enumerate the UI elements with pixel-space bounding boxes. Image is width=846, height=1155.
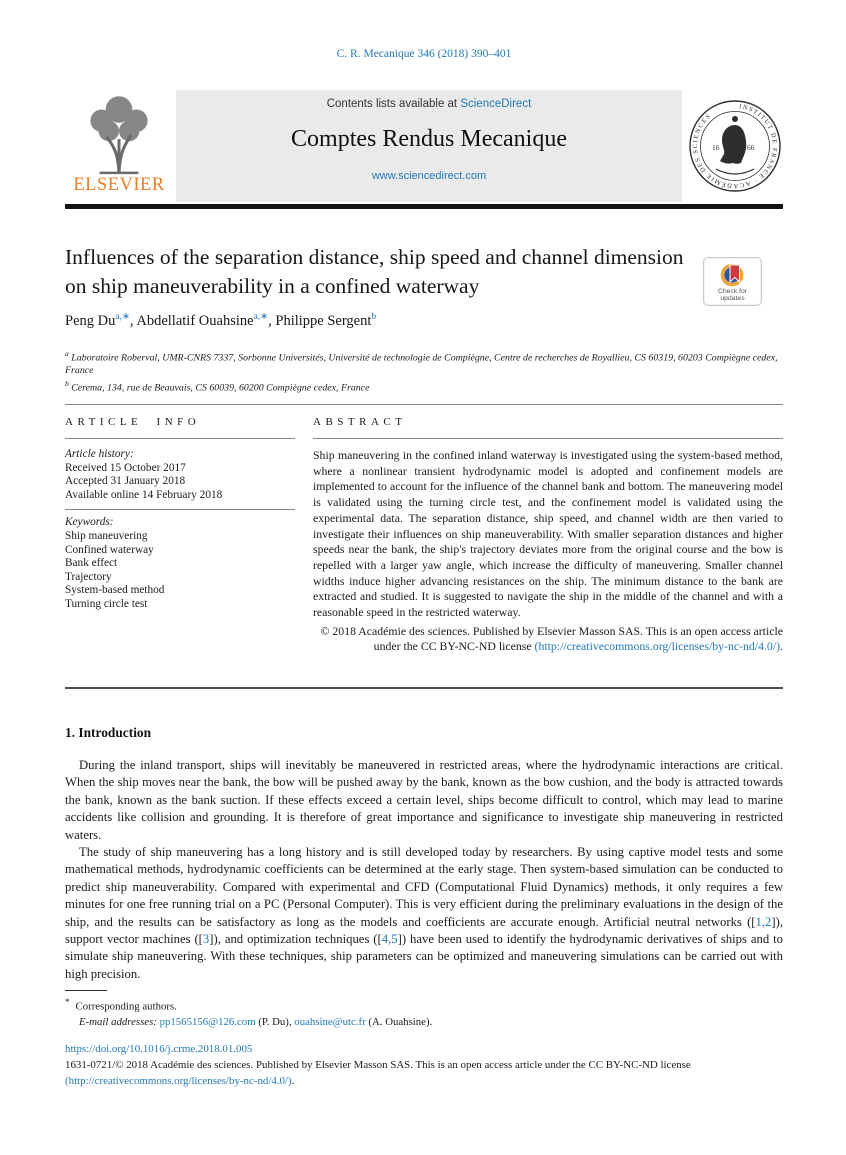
journal-title: Comptes Rendus Mecanique [291, 126, 567, 152]
check-updates-label-1: Check for [717, 287, 748, 295]
paragraph-text: ]) have been used to identify the hydrodynamic derivatives of ships and to simulate ship maneuvering. With these techniques, ship parameters can be optimized and maneuvering simulations can be carried out with high precision. [65, 932, 783, 981]
affiliation-text: Cerema, 134, rue de Beauvais, CS 60039, 60200 Compiègne cedex, France [68, 382, 370, 394]
elsevier-tree-icon [73, 90, 165, 176]
email-addresses-note [79, 1016, 783, 1028]
sciencedirect-link[interactable]: ScienceDirect [460, 98, 532, 110]
footnote-rule [65, 990, 107, 991]
email-label: E-mail addresses: [79, 1015, 160, 1028]
reference-link[interactable]: 1,2 [755, 914, 772, 929]
author-separator: , [129, 312, 137, 329]
article-info-column [65, 416, 295, 612]
keyword-item: Ship maneuvering [65, 529, 148, 542]
elsevier-logo[interactable] [65, 90, 173, 202]
copyright-suffix: . [780, 639, 783, 654]
author-name: Peng Du [65, 312, 116, 329]
sciencedirect-url-link[interactable]: www.sciencedirect.com [371, 170, 487, 182]
seal-year-left: 16 [711, 143, 719, 152]
abstract-text: Ship maneuvering in the confined inland waterway is investigated using the system-based method, where a nonlinear transient hydrodynamic model is adopted and confinement models are implemented to account for the influence of the channel bank and bottom. The maneuvering model is validated using the turning circle test, and the confinement model is validated using the experimental data. The separation distance, ship speed, and channel width are then varied to investigate their influences on ship maneuverability. With smaller separation distances and higher speeds near the bank, the ship's trajectory deviates more from the original course and the bow is repelled with a larger yaw angle, which increase the difficulty of maneuvering. Smaller channel widths induce higher advancing resistances on the ship. The minimum distance to the bank are extracted and studied. It is suggested to navigate the ship in the middle of the channel and with a reasonable speed in the restricted waterway. [313, 448, 783, 620]
copyright-text: © 2018 Académie des sciences. Published by Elsevier Masson SAS. This is an open access article under the CC BY-NC-ND license [320, 623, 783, 654]
keyword-item: Turning circle test [65, 597, 148, 610]
paragraph-text: ]), support vector machines ([ [65, 914, 783, 947]
seal-ring-text: INSTITUT DE FRANCE · ACADÉMIE DES SCIENCES [691, 103, 778, 190]
license-url-link[interactable]: (http://creativecommons.org/licenses/by-nc-nd/4.0/) [65, 1074, 292, 1087]
paragraph-text: The study of ship maneuvering has a long history and is still developed today by researchers. By using captive model tests and some mathematical methods, hydrodynamic coefficients can be determined at the early stage. Then system-based simulation can be conducted to predict ship maneuverability. Compared with experimental and CFD (Computational Fluid Dynamics) methods, it only requires a few minutes for one free running trial on a PC (Personal Computer). This is very efficient during the preliminary evaluations in the design of the ship, and the results can be satisfactory as long as the models and coefficients are accurate enough. Artificial neutral networks ([ [65, 845, 783, 929]
affiliation-item [65, 378, 783, 395]
contents-line [176, 98, 682, 110]
abstract-copyright [313, 624, 783, 655]
article-history-label: Article history: [65, 448, 134, 460]
affiliation-marker: a [65, 349, 69, 358]
doi-link[interactable]: https://doi.org/10.1016/j.crme.2018.01.005 [65, 1043, 253, 1055]
affiliation-marker: b [65, 378, 69, 388]
abstract-heading: ABSTRACT [313, 416, 407, 428]
academie-des-sciences-seal [686, 92, 783, 200]
academie-seal-icon [688, 99, 782, 193]
asterisk-marker: * [65, 997, 70, 1007]
keyword-item: System-based method [65, 584, 165, 597]
email-link-du[interactable]: pp1565156@126.com [159, 1015, 256, 1028]
paragraph-text: ]), and optimization techniques ([ [209, 932, 382, 947]
introduction-heading: 1. Introduction [65, 725, 152, 740]
author-separator: , [268, 312, 276, 329]
affiliation-item [65, 348, 783, 378]
main-text [65, 725, 783, 983]
affiliation-text: Laboratoire Roberval, UMR-CNRS 7337, Sorbonne Universités, Université de technologie de Compiègne, Centre de recherches de Royallieu, CS 60319, 60203 Compiègne cedex, France [65, 352, 778, 377]
journal-citation-link[interactable]: C. R. Mecanique 346 (2018) 390–401 [336, 48, 512, 60]
journal-banner [65, 90, 783, 202]
authors-line [65, 311, 376, 330]
banner-divider-rule [65, 204, 783, 209]
keyword-item: Bank effect [65, 557, 118, 570]
elsevier-wordmark: ELSEVIER [73, 175, 165, 195]
column-rule [313, 438, 783, 439]
seal-profile-bust [720, 125, 746, 164]
footnote-block [65, 990, 783, 1028]
author-name: Philippe Sergent [275, 312, 372, 329]
section-rule [65, 404, 783, 405]
article-info-heading: ARTICLE INFO [65, 416, 201, 428]
license-suffix: . [291, 1074, 295, 1087]
check-for-updates-badge[interactable] [703, 257, 762, 306]
corresponding-text: Corresponding authors. [75, 1000, 177, 1013]
corresponding-authors-note [65, 997, 783, 1013]
author-marker-link[interactable]: a,∗ [253, 312, 269, 322]
author-marker-link[interactable]: b [371, 312, 377, 322]
column-rule [65, 438, 295, 439]
keywords-label: Keywords: [65, 516, 114, 529]
keyword-item: Confined waterway [65, 543, 154, 556]
imprint-block [65, 1042, 783, 1089]
column-rule [65, 509, 295, 510]
check-updates-label-2: updates [720, 295, 745, 302]
check-updates-icon [719, 261, 747, 288]
article-title: Influences of the separation distance, ship speed and channel dimension on ship maneuverability in a confined waterway [65, 245, 684, 298]
introduction-paragraph-2 [65, 844, 783, 983]
email-link-ouahsine[interactable]: ouahsine@utc.fr [294, 1015, 366, 1028]
introduction-paragraph-1: During the inland transport, ships will inevitably be maneuvered in restricted areas, where the hydrodynamic interactions are critical. When the ship moves near the bank, the bow will be pushed away by the bank, known as the bow cushion, and the body is attracted towards the bank, known as the bank suction. If these effects exceed a certain level, ships become difficult to control, which may lead to marine accidents like collision and grounding. It is therefore of great importance and significance to investigate ship maneuvering in restricted waters. [65, 758, 783, 842]
abstract-column [313, 416, 783, 655]
license-link[interactable]: (http://creativecommons.org/licenses/by-nc-nd/4.0/) [534, 639, 781, 654]
header-bottom-rule [65, 687, 783, 689]
email-suffix: (P. Du), [255, 1015, 295, 1028]
history-available: Available online 14 February 2018 [65, 488, 223, 501]
contents-prefix: Contents lists available at [326, 98, 461, 110]
keyword-item: Trajectory [65, 570, 112, 583]
author-name: Abdellatif Ouahsine [136, 312, 254, 329]
seal-year-right: 66 [746, 143, 754, 152]
author-marker-link[interactable]: a,∗ [115, 312, 130, 322]
history-received: Received 15 October 2017 [65, 461, 186, 474]
reference-link[interactable]: 4,5 [381, 932, 398, 947]
title-block [65, 243, 783, 300]
issn-copyright-line: 1631-0721/© 2018 Académie des sciences. Published by Elsevier Masson SAS. This is an open access article under the CC BY-NC-ND license [65, 1058, 691, 1071]
license-line [65, 1074, 783, 1090]
history-accepted: Accepted 31 January 2018 [65, 475, 186, 488]
affiliations [65, 348, 783, 395]
reference-link[interactable]: 3 [202, 932, 210, 947]
journal-masthead [176, 90, 682, 202]
email-suffix: (A. Ouahsine). [365, 1015, 433, 1028]
